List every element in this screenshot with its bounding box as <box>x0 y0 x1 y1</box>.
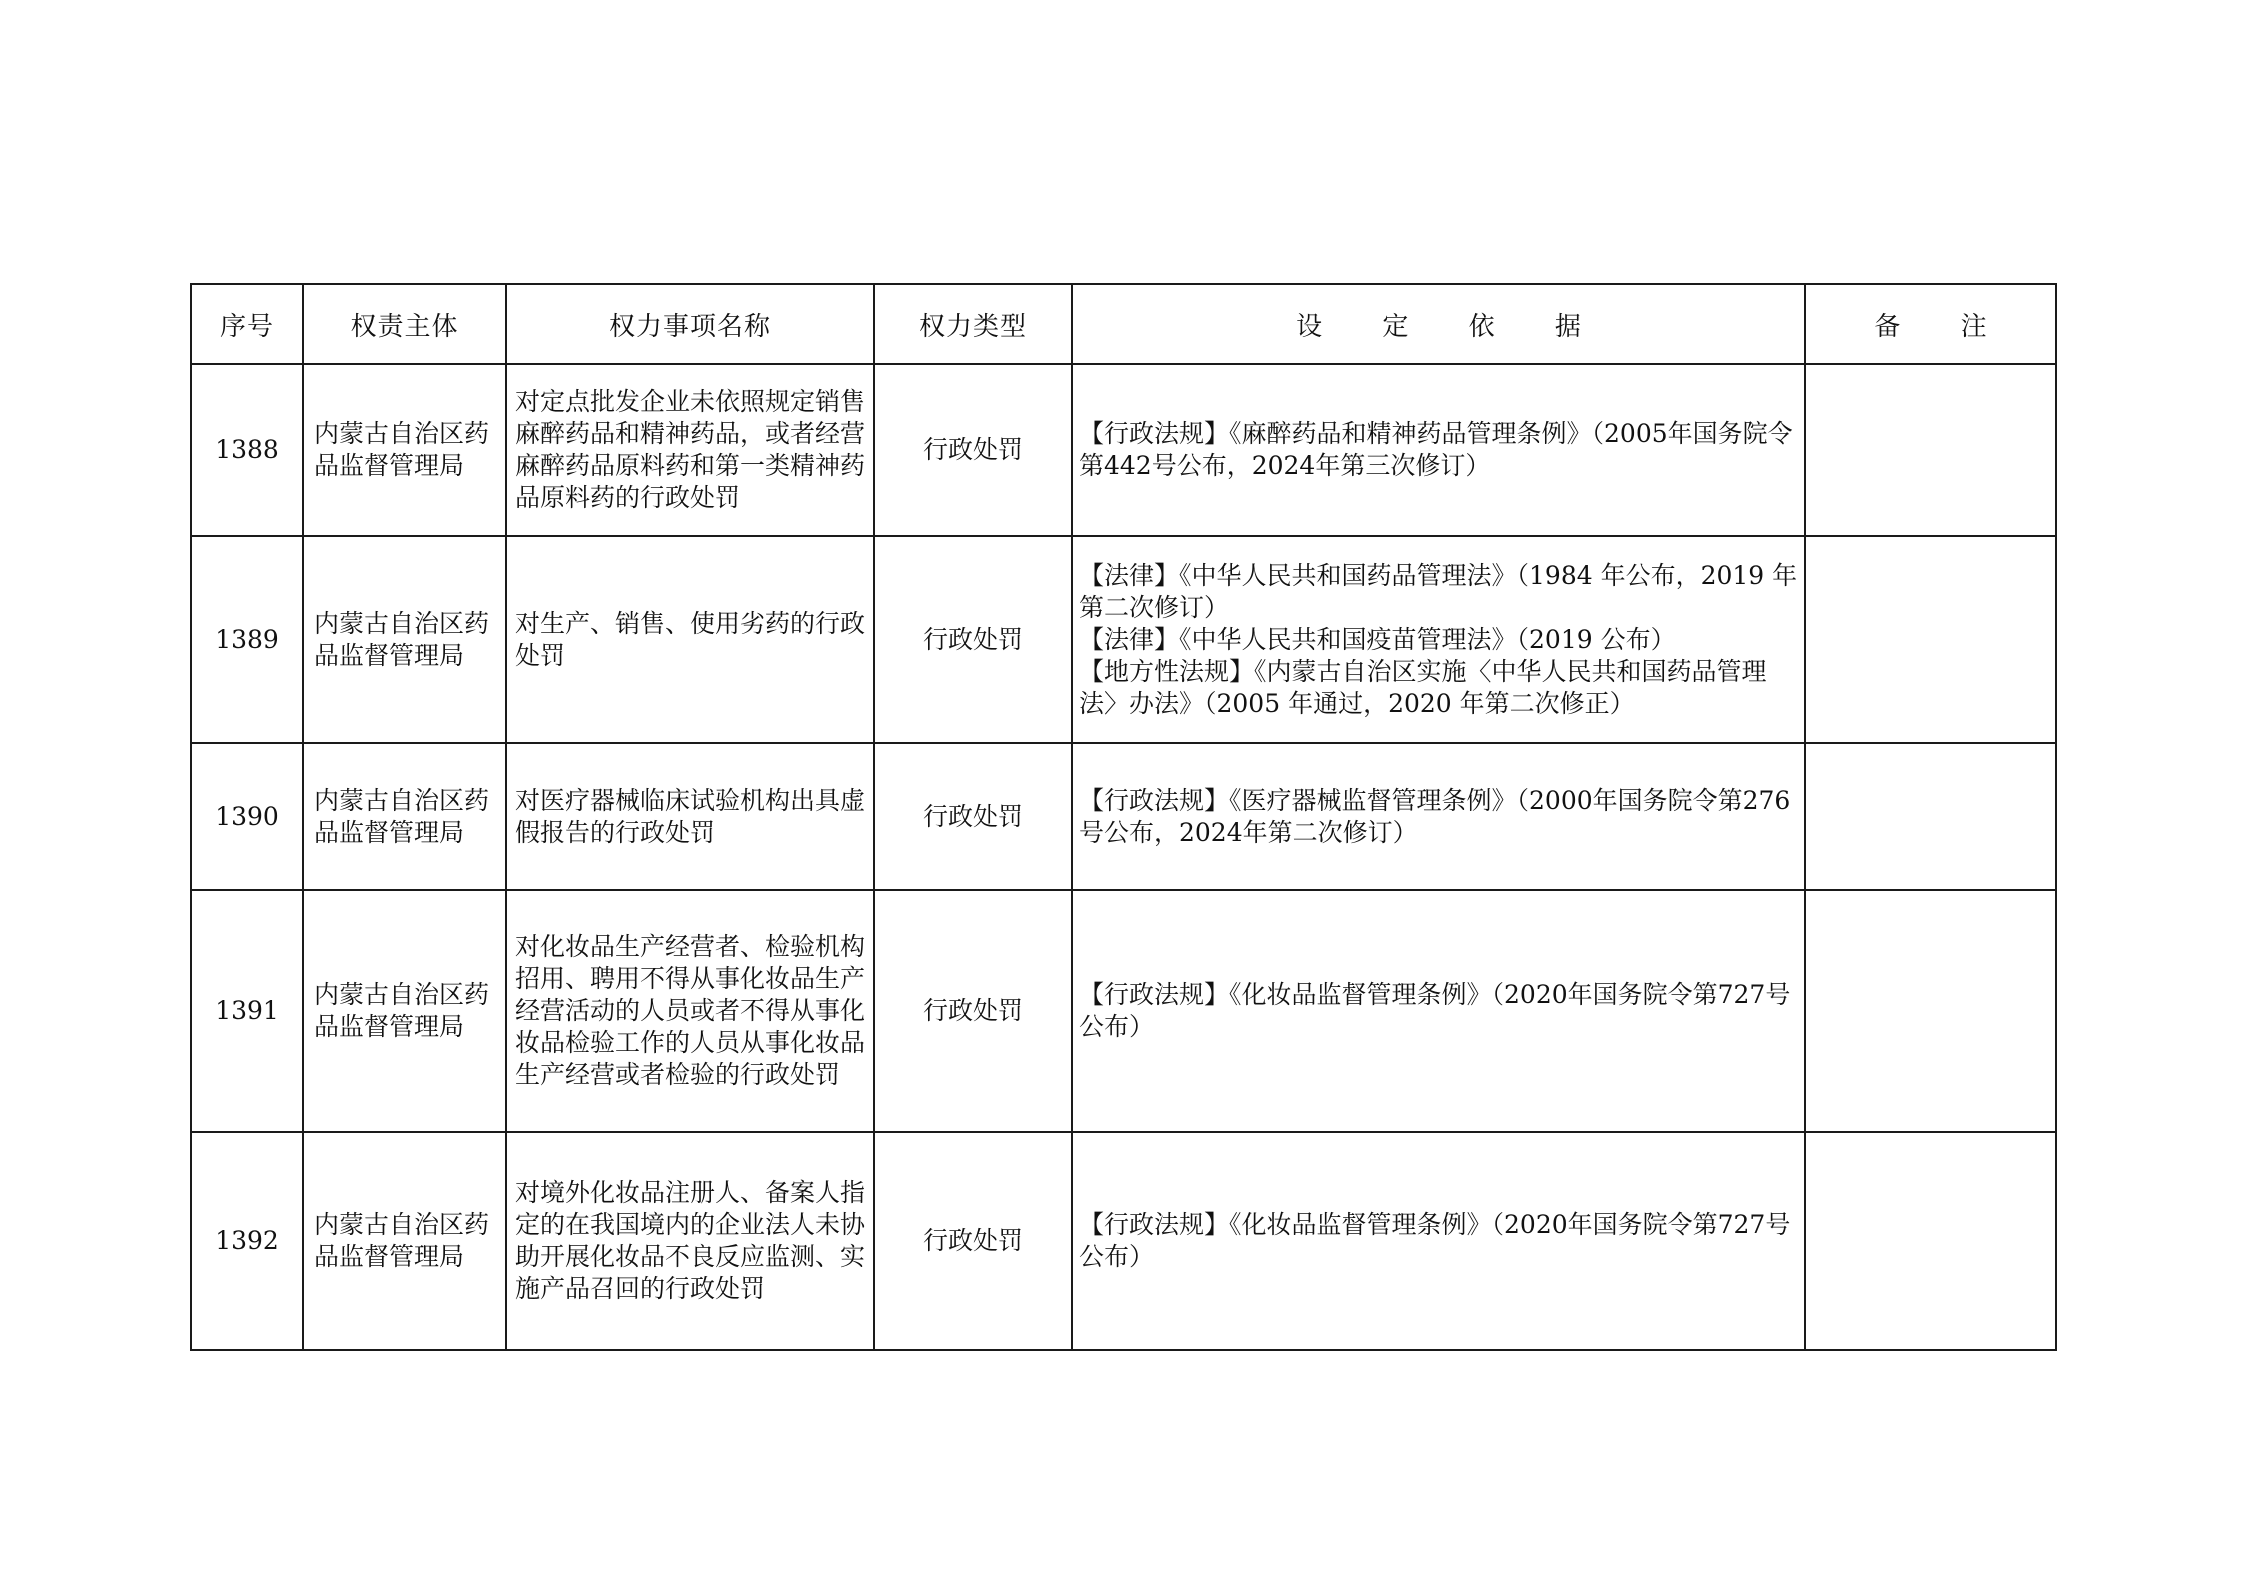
basis-line: 【行政法规】《化妆品监督管理条例》（2020年国务院令第727号公布） <box>1079 980 1791 1041</box>
table-row <box>191 743 2056 890</box>
header-seq: 序号 <box>191 284 303 364</box>
table-row <box>191 364 2056 536</box>
table-row <box>191 1132 2056 1350</box>
basis-line: 【行政法规】《医疗器械监督管理条例》（2000年国务院令第276号公布，2024年第二次修订） <box>1079 785 1791 847</box>
cell-basis <box>1072 364 1805 536</box>
header-remarks: 备 注 <box>1805 284 2056 364</box>
power-list-table <box>190 283 2057 1351</box>
cell-basis <box>1072 536 1805 743</box>
header-type: 权力类型 <box>874 284 1072 364</box>
cell-type: 行政处罚 <box>874 743 1072 890</box>
cell-remarks <box>1805 536 2056 743</box>
cell-subject: 内蒙古自治区药品监督管理局 <box>303 536 506 743</box>
table-header-row <box>191 284 2056 364</box>
cell-subject: 内蒙古自治区药品监督管理局 <box>303 364 506 536</box>
cell-seq: 1388 <box>191 364 303 536</box>
cell-basis <box>1072 743 1805 890</box>
table-row <box>191 890 2056 1132</box>
cell-subject: 内蒙古自治区药品监督管理局 <box>303 890 506 1132</box>
cell-remarks <box>1805 364 2056 536</box>
cell-type: 行政处罚 <box>874 364 1072 536</box>
header-basis: 设 定 依 据 <box>1072 284 1805 364</box>
cell-name: 对境外化妆品注册人、备案人指定的在我国境内的企业法人未协助开展化妆品不良反应监测、实施产品召回的行政处罚 <box>506 1132 874 1350</box>
cell-remarks <box>1805 890 2056 1132</box>
basis-line: 【行政法规】《化妆品监督管理条例》（2020年国务院令第727号公布） <box>1079 1210 1791 1271</box>
cell-type: 行政处罚 <box>874 890 1072 1132</box>
cell-seq: 1389 <box>191 536 303 743</box>
cell-name: 对医疗器械临床试验机构出具虚假报告的行政处罚 <box>506 743 874 890</box>
cell-name: 对生产、销售、使用劣药的行政处罚 <box>506 536 874 743</box>
cell-name: 对化妆品生产经营者、检验机构招用、聘用不得从事化妆品生产经营活动的人员或者不得从事化妆品检验工作的人员从事化妆品生产经营或者检验的行政处罚 <box>506 890 874 1132</box>
cell-type: 行政处罚 <box>874 536 1072 743</box>
cell-basis <box>1072 1132 1805 1350</box>
cell-seq: 1390 <box>191 743 303 890</box>
basis-line: 【法律】《中华人民共和国药品管理法》（1984 年公布，2019 年第二次修订） <box>1079 560 1798 622</box>
cell-remarks <box>1805 1132 2056 1350</box>
basis-line: 【地方性法规】《内蒙古自治区实施〈中华人民共和国药品管理法〉办法》（2005 年通过，2020 年第二次修正） <box>1079 656 1767 718</box>
cell-seq: 1392 <box>191 1132 303 1350</box>
basis-line: 【行政法规】《麻醉药品和精神药品管理条例》（2005年国务院令第442号公布，2024年第三次修订） <box>1079 419 1793 480</box>
cell-subject: 内蒙古自治区药品监督管理局 <box>303 743 506 890</box>
table-row <box>191 536 2056 743</box>
basis-line: 【法律】《中华人民共和国疫苗管理法》（2019 公布） <box>1079 624 1676 654</box>
cell-basis <box>1072 890 1805 1132</box>
cell-type: 行政处罚 <box>874 1132 1072 1350</box>
header-subject: 权责主体 <box>303 284 506 364</box>
cell-name: 对定点批发企业未依照规定销售麻醉药品和精神药品，或者经营麻醉药品原料药和第一类精神药品原料药的行政处罚 <box>506 364 874 536</box>
header-name: 权力事项名称 <box>506 284 874 364</box>
cell-seq: 1391 <box>191 890 303 1132</box>
cell-subject: 内蒙古自治区药品监督管理局 <box>303 1132 506 1350</box>
cell-remarks <box>1805 743 2056 890</box>
